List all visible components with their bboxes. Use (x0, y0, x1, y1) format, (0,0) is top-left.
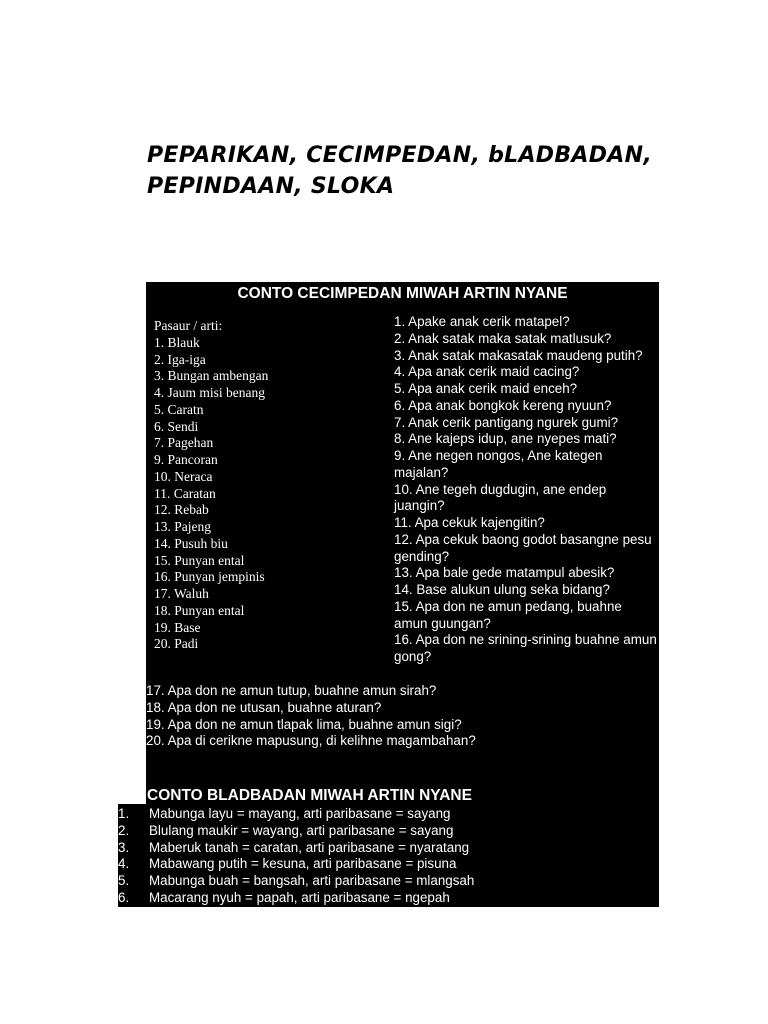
answer-item: 17. Waluh (154, 586, 209, 601)
questions-full-width (146, 683, 659, 750)
question-item: 7. Anak cerik pantigang ngurek gumi? (394, 414, 619, 430)
question-item: 8. Ane kajeps idup, ane nyepes mati? (394, 431, 617, 447)
answer-item: 19. Base (154, 619, 201, 635)
item-number: 2. (118, 822, 130, 838)
question-item: 10. Ane tegeh dugdugin, ane endep juangin? (394, 481, 607, 514)
answer-item: 12. Rebab (154, 502, 209, 518)
item-number: 3. (118, 839, 130, 855)
answer-item: 2. Iga-iga (154, 351, 206, 367)
question-item: 15. Apa don ne amun pedang, buahne amun guungan? (394, 598, 622, 631)
question-item: 9. Ane negen nongos, Ane kategen majalan? (394, 448, 603, 480)
answers-column (154, 318, 394, 653)
answer-item: 7. Pagehan (154, 435, 214, 451)
answer-item: 4. Jaum misi benang (154, 385, 265, 400)
list-item (118, 890, 659, 907)
answer-item: 3. Bungan ambengan (154, 368, 269, 384)
answer-item: 11. Caratan (154, 485, 216, 501)
questions-column (394, 314, 658, 666)
list-item (118, 856, 659, 873)
answer-item: 16. Punyan jempinis (154, 569, 265, 585)
title-line-2: PEPINDAAN, SLOKA (147, 174, 395, 199)
question-item: 16. Apa don ne srining-srining buahne amun gong? (394, 632, 657, 664)
item-text: Mabawang putih = kesuna, arti paribasane = pisuna (149, 856, 457, 872)
item-text: Mabunga layu = mayang, arti paribasane = sayang (149, 806, 451, 821)
cecimpedan-heading: CONTO CECIMPEDAN MIWAH ARTIN NYANE (237, 285, 568, 302)
item-text: Macarang nyuh = papah, arti paribasane = ngepah (149, 889, 450, 905)
question-item: 2. Anak satak maka satak matlusuk? (394, 330, 612, 346)
answer-item: 1. Blauk (154, 334, 200, 350)
answers-label: Pasaur / arti: (154, 318, 223, 333)
item-number: 5. (118, 873, 130, 888)
question-item: 3. Anak satak makasatak maudeng putih? (394, 347, 643, 363)
answer-item: 20. Padi (154, 636, 199, 652)
answer-item: 6. Sendi (154, 418, 199, 434)
question-item: 11. Apa cekuk kajengitin? (394, 515, 545, 530)
answer-item: 10. Neraca (154, 468, 213, 484)
question-item: 12. Apa cekuk baong godot basangne pesu gending? (394, 531, 652, 564)
list-item (118, 823, 659, 840)
item-text: Blulang maukir = wayang, arti paribasane = sayang (149, 822, 454, 838)
question-item: 5. Apa anak cerik maid enceh? (394, 381, 578, 396)
question-item: 14. Base alukun ulung seka bidang? (394, 582, 610, 597)
answer-item: 5. Caratn (154, 401, 204, 417)
question-item: 1. Apake anak cerik matapel? (394, 314, 570, 329)
item-text: Maberuk tanah = caratan, arti paribasane = nyaratang (149, 839, 470, 855)
question-item: 13. Apa bale gede matampul abesik? (394, 565, 615, 581)
bladbadan-heading: CONTO BLADBADAN MIWAH ARTIN NYANE (147, 787, 472, 804)
question-item: 4. Apa anak cerik maid cacing? (394, 364, 580, 380)
bladbadan-list (118, 806, 659, 907)
list-item (118, 840, 659, 857)
list-item (118, 806, 659, 823)
question-item: 20. Apa di cerikne mapusung, di kelihne magambahan? (146, 733, 476, 749)
question-item: 6. Apa anak bongkok kereng nyuun? (394, 397, 612, 413)
question-item: 19. Apa don ne amun tlapak lima, buahne amun sigi? (146, 716, 462, 732)
item-text: Mabunga buah = bangsah, arti paribasane = mlangsah (149, 873, 475, 888)
answer-item: 15. Punyan ental (154, 552, 245, 568)
question-item: 17. Apa don ne amun tutup, buahne amun sirah? (146, 683, 437, 698)
list-item (118, 873, 659, 890)
item-number: 4. (118, 856, 130, 872)
answer-item: 14. Pusuh biu (154, 535, 228, 551)
item-number: 6. (118, 889, 130, 905)
answer-item: 13. Pajeng (154, 519, 211, 534)
question-item: 18. Apa don ne utusan, buahne aturan? (146, 699, 382, 715)
answer-item: 18. Punyan ental (154, 602, 245, 618)
item-number: 1. (118, 806, 130, 821)
answer-item: 9. Pancoran (154, 452, 218, 467)
title-line-1: PEPARIKAN, CECIMPEDAN, bLADBADAN, (147, 143, 652, 168)
document-title (147, 140, 707, 202)
